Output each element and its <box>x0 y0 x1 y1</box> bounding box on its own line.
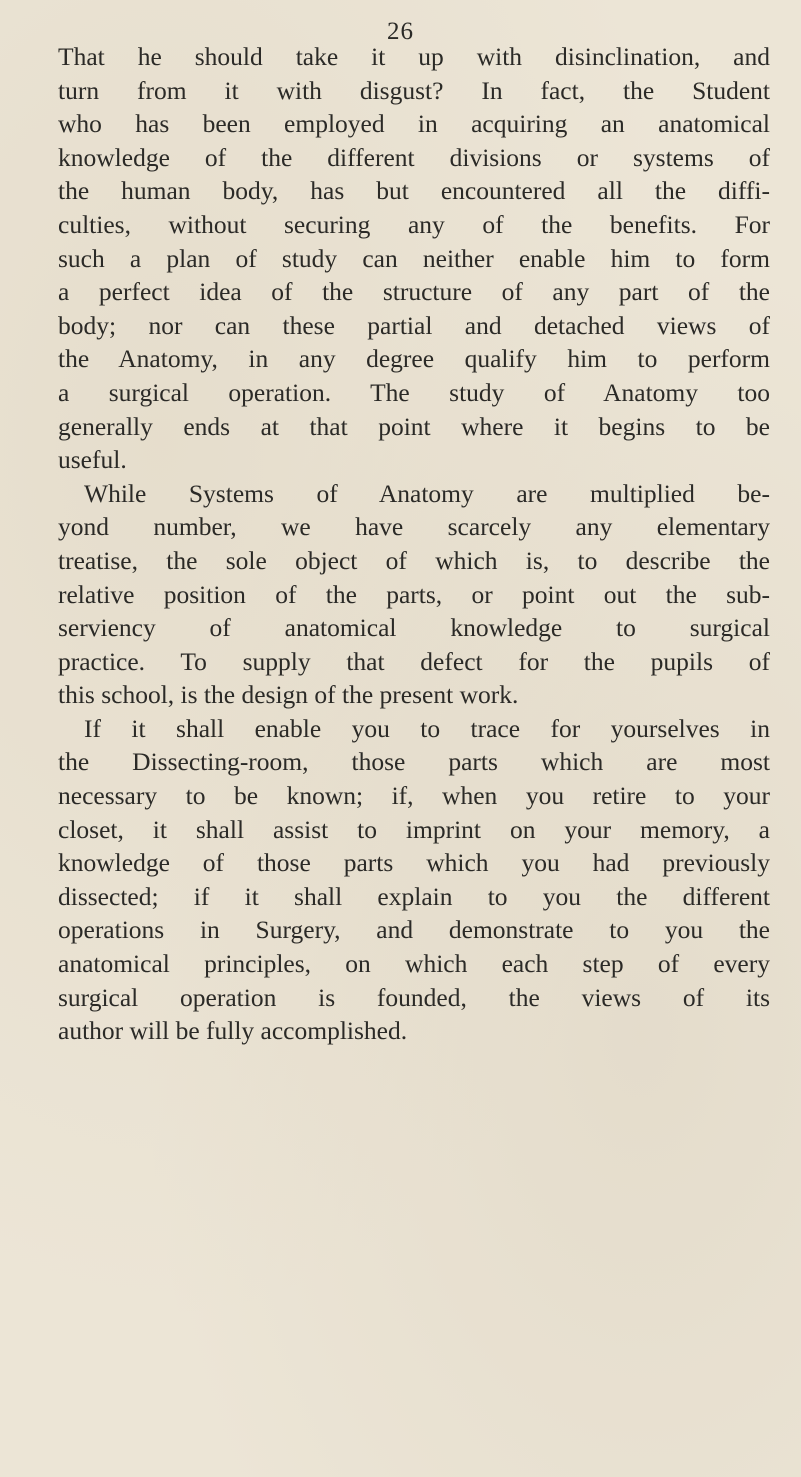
paragraph <box>58 40 770 477</box>
text-line: While Systems of Anatomy are multiplied be- <box>84 478 770 508</box>
paragraph <box>58 712 770 1048</box>
page-number: 26 <box>387 18 414 45</box>
text-line: relative position of the parts, or point out the sub- <box>58 579 770 609</box>
text-line: such a plan of study can neither enable him to form <box>58 243 770 273</box>
text-line: closet, it shall assist to imprint on your memory, a <box>58 814 770 844</box>
text-line: generally ends at that point where it begins to be <box>58 411 770 441</box>
text-line: a perfect idea of the structure of any part of the <box>58 277 770 307</box>
text-line: serviency of anatomical knowledge to surgical <box>58 613 770 643</box>
text-line: surgical operation is founded, the views of its <box>58 982 770 1012</box>
text-line: who has been employed in acquiring an anatomical <box>58 109 770 139</box>
text-line: operations in Surgery, and demonstrate to you the <box>58 915 770 945</box>
text-line: the human body, has but encountered all the diffi- <box>58 176 770 206</box>
text-line: practice. To supply that defect for the pupils of <box>58 646 770 676</box>
text-line: dissected; if it shall explain to you the different <box>58 881 770 911</box>
text-line: turn from it with disgust? In fact, the Student <box>58 75 770 105</box>
text-line: treatise, the sole object of which is, to describe the <box>58 545 770 575</box>
text-line: That he should take it up with disinclination, and <box>58 42 770 71</box>
text-line: a surgical operation. The study of Anatomy too <box>58 377 770 407</box>
text-line: author will be fully accomplished. <box>58 1016 408 1046</box>
body-text <box>58 40 770 1048</box>
text-line: If it shall enable you to trace for yourselves in <box>84 713 770 743</box>
text-line: knowledge of those parts which you had previously <box>58 848 770 878</box>
text-line: culties, without securing any of the benefits. For <box>58 209 770 239</box>
text-line: this school, is the design of the present work. <box>58 680 519 710</box>
text-line: yond number, we have scarcely any elementary <box>58 512 770 542</box>
text-line: knowledge of the different divisions or systems of <box>58 142 770 172</box>
text-line: necessary to be known; if, when you retire to your <box>58 781 770 811</box>
text-line: the Anatomy, in any degree qualify him to perform <box>58 344 770 374</box>
text-line: the Dissecting-room, those parts which are most <box>58 747 770 777</box>
text-line: anatomical principles, on which each step of every <box>58 949 770 979</box>
paragraph <box>58 477 770 712</box>
text-line: body; nor can these partial and detached views of <box>58 310 770 340</box>
text-line: useful. <box>58 445 127 475</box>
